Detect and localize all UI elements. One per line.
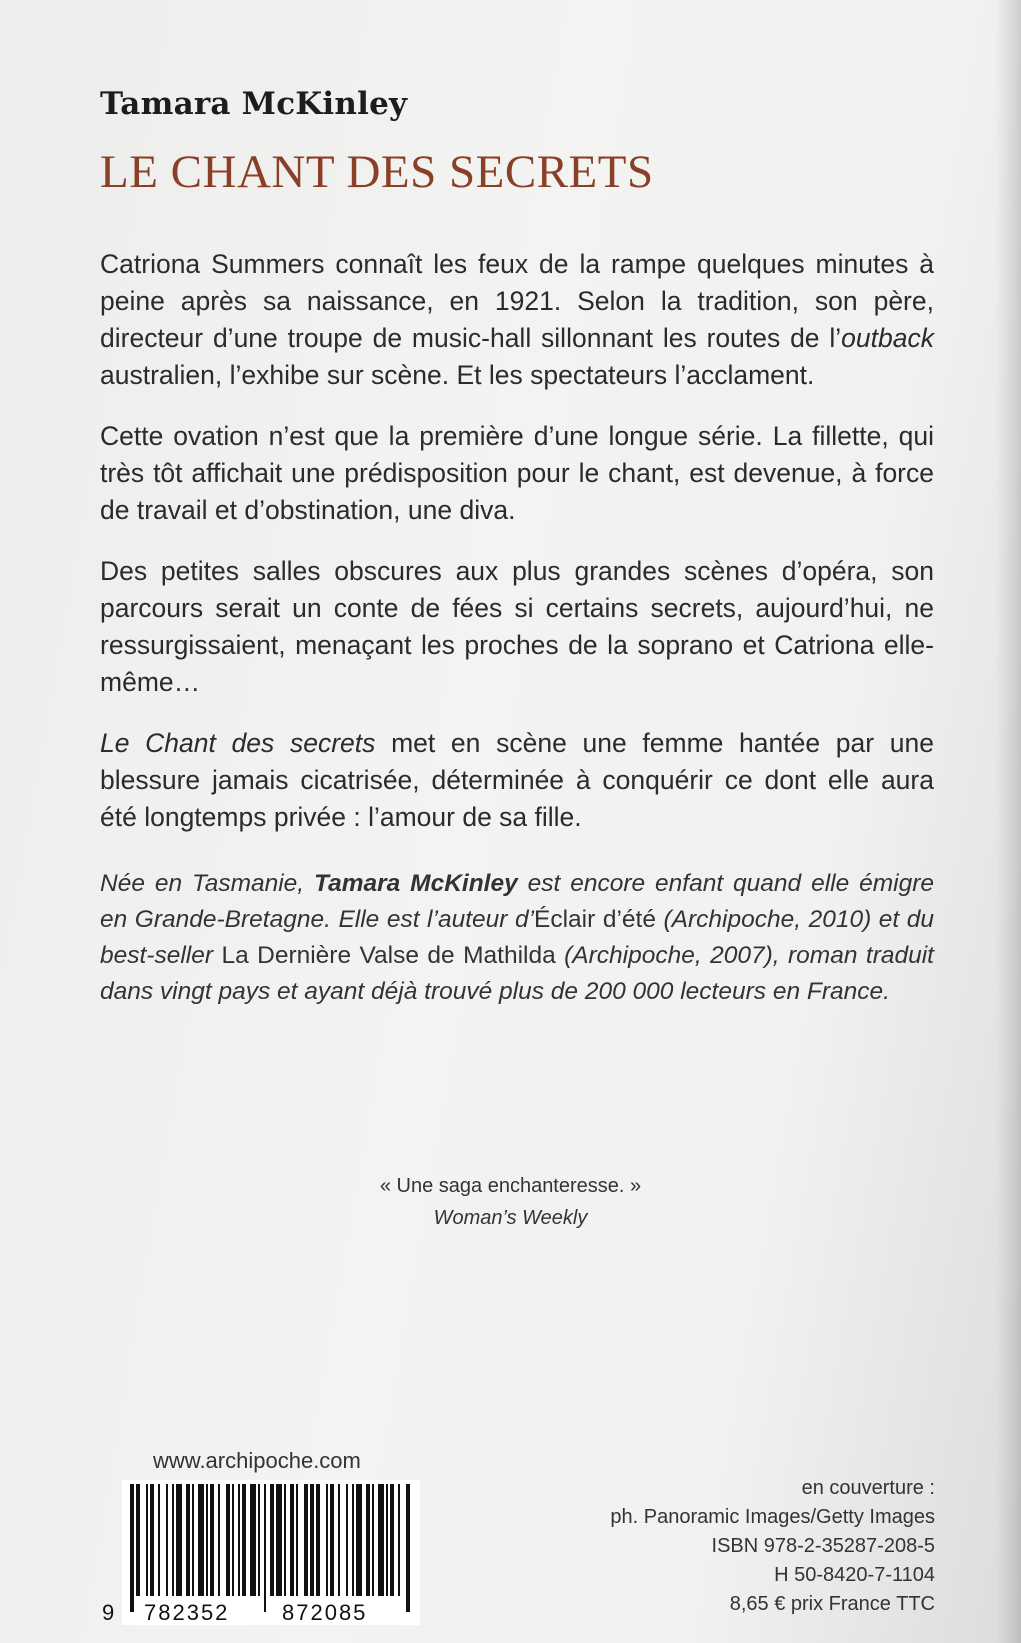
paragraph-4-text: met en scène une femme hantée par une blessure jamais cicatrisée, déterminée à conquérir ce dont elle aura été longtemps privée : l’amour de sa fille. [100, 728, 934, 832]
barcode-bar [270, 1484, 274, 1596]
paragraph-3: Des petites salles obscures aux plus grandes scènes d’opéra, son parcours serait un conte de fées si certains secrets, aujourd’hui, ne ressurgissaient, menaçant les proches de la soprano et Catriona elle-même… [100, 556, 934, 697]
bio-book-2: La Dernière Valse de Mathilda [221, 942, 556, 969]
bio-book-1: Éclair d’été [534, 906, 656, 933]
barcode-bar [296, 1484, 298, 1596]
barcode-bar [258, 1484, 260, 1596]
barcode-bar [226, 1484, 230, 1596]
back-cover-text [100, 246, 934, 1034]
barcode-bar [146, 1484, 148, 1596]
barcode-bar [310, 1484, 314, 1596]
barcode-bar [406, 1484, 410, 1612]
barcode-bar [242, 1484, 246, 1596]
barcode-digits-left: 782352 [144, 1600, 230, 1625]
barcode-bar [326, 1484, 328, 1596]
paragraph-1-text-a: Catriona Summers connaît les feux de la rampe quelques minutes à peine après sa naissance, en 1921. Selon la tradition, son père, directeur d’une troupe de music-hall sillonnant les routes de l’ [100, 249, 934, 353]
barcode-bar [366, 1484, 370, 1596]
barcode-bar [186, 1484, 190, 1596]
barcode-bar [352, 1484, 354, 1596]
author-name: Tamara McKinley [100, 86, 408, 122]
credit-line: en couverture : [801, 1477, 935, 1499]
bio-text-a: Née en Tasmanie, [100, 870, 315, 897]
barcode-bar [192, 1484, 194, 1596]
barcode-bar [206, 1484, 208, 1596]
price: 8,65 € prix France TTC [729, 1593, 935, 1615]
barcode-bar [250, 1484, 256, 1596]
paragraph-1 [100, 246, 934, 394]
publisher-website: www.archipoche.com [153, 1448, 361, 1473]
barcode-bar [238, 1484, 240, 1596]
bio-text-d: (Archipoche, 2007), roman traduit dans vingt pays et ayant déjà trouvé plus de 200 000 lecteurs en France. [100, 942, 934, 1005]
isbn-barcode [100, 1480, 420, 1625]
barcode-bar [386, 1484, 388, 1596]
author-bio [100, 866, 934, 1010]
barcode-bar [136, 1484, 140, 1596]
book-title: LE CHANT DES SECRETS [100, 146, 654, 198]
barcode-bar [264, 1484, 266, 1612]
barcode-bar [158, 1484, 160, 1596]
spine-shadow [995, 0, 1021, 1643]
cover-credits [610, 1474, 935, 1619]
credit-line: ph. Panoramic Images/Getty Images [610, 1506, 935, 1528]
quote-source: Woman’s Weekly [433, 1207, 588, 1229]
barcode-bar [346, 1484, 348, 1596]
barcode-bar [378, 1484, 384, 1596]
barcode-bar [372, 1484, 374, 1596]
barcode-bar [176, 1484, 182, 1596]
paragraph-1-text-b: australien, l’exhibe sur scène. Et les spectateurs l’acclament. [100, 360, 815, 390]
paragraph-2: Cette ovation n’est que la première d’une longue série. La fillette, qui très tôt affichait une prédisposition pour le chant, est devenue, à force de travail et d’obstination, une diva. [100, 421, 934, 525]
catalog-code: H 50-8420-7-1104 [774, 1564, 935, 1586]
press-quote [0, 1170, 1021, 1234]
barcode-bar [276, 1484, 282, 1596]
barcode-bar [330, 1484, 334, 1596]
barcode-bar [150, 1484, 154, 1596]
barcode-bars [130, 1484, 410, 1612]
barcode-digit-lead: 9 [102, 1600, 115, 1625]
barcode-bar [166, 1484, 168, 1596]
barcode-bar [390, 1484, 394, 1596]
barcode-bar [198, 1484, 204, 1596]
barcode-digits-right: 872085 [282, 1600, 368, 1625]
barcode-bar [172, 1484, 174, 1596]
barcode-bar [130, 1484, 134, 1612]
quote-text: « Une saga enchanteresse. » [379, 1175, 642, 1197]
barcode-bar [356, 1484, 362, 1596]
barcode-bar [232, 1484, 234, 1596]
barcode-bar [210, 1484, 214, 1596]
barcode-bar [284, 1484, 286, 1596]
barcode-bar [304, 1484, 308, 1596]
barcode-bar [290, 1484, 294, 1596]
bio-text-c: (Archipoche, 2010) et du best-seller [100, 906, 934, 969]
barcode-bar [338, 1484, 340, 1596]
barcode-bar [398, 1484, 400, 1596]
paragraph-4 [100, 725, 934, 836]
barcode-graphic [100, 1480, 420, 1625]
paragraph-4-italic: Le Chant des secrets [100, 728, 376, 758]
barcode-bar [218, 1484, 220, 1596]
barcode-bar [316, 1484, 320, 1596]
bio-author-name: Tamara McKinley [314, 870, 518, 897]
isbn-number: ISBN 978-2-35287-208-5 [711, 1535, 935, 1557]
bio-text-b: est encore enfant quand elle émigre en Grande-Bretagne. Elle est l’auteur d’ [100, 870, 935, 933]
paragraph-1-italic: outback [841, 323, 934, 353]
